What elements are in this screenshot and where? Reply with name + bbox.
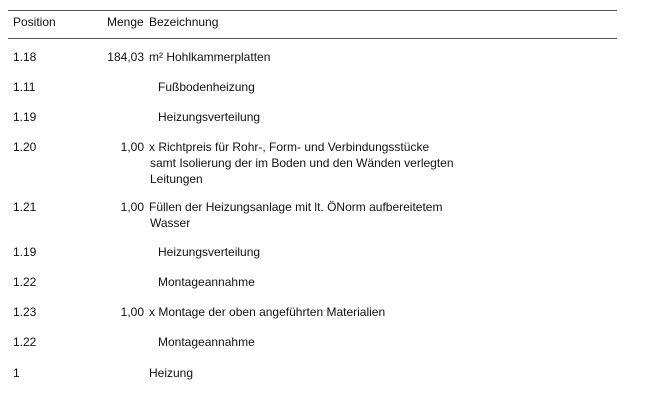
row-menge: 184,03 — [107, 50, 144, 64]
row-menge: 1,00 — [120, 305, 144, 319]
row-position: 1.20 — [13, 140, 37, 154]
row-bezeichnung — [149, 49, 270, 65]
row-menge: 1,00 — [120, 140, 144, 154]
row-position: 1.18 — [13, 50, 37, 64]
header-bottom-rule — [8, 38, 617, 39]
header-top-rule — [8, 10, 617, 11]
row-bezeichnung-line: samt Isolierung der im Boden und den Wänden verlegten — [150, 156, 454, 170]
row-bezeichnung-line: Leitungen — [150, 172, 203, 186]
row-bezeichnung-line: Heizungsverteilung — [158, 245, 261, 259]
row-position: 1.19 — [13, 245, 37, 259]
row-bezeichnung-line: m² Hohlkammerplatten — [149, 50, 271, 64]
row-bezeichnung — [149, 139, 454, 187]
row-bezeichnung-line: Füllen der Heizungsanlage mit lt. ÖNorm aufbereitetem — [149, 200, 443, 214]
row-bezeichnung-line: Heizungsverteilung — [158, 110, 261, 124]
row-menge: 1,00 — [120, 200, 144, 214]
row-bezeichnung — [149, 365, 193, 381]
row-bezeichnung — [158, 79, 255, 95]
row-position: 1.22 — [13, 275, 37, 289]
row-bezeichnung — [158, 244, 260, 260]
row-bezeichnung-line: Fußbodenheizung — [158, 80, 255, 94]
row-bezeichnung-line: Wasser — [150, 216, 191, 230]
column-header-menge: Menge — [107, 15, 144, 29]
column-header-bezeichnung: Bezeichnung — [149, 15, 219, 29]
row-bezeichnung — [158, 109, 260, 125]
row-bezeichnung — [149, 304, 385, 320]
row-bezeichnung — [158, 274, 255, 290]
row-bezeichnung-line: Heizung — [149, 366, 194, 380]
row-position: 1.11 — [13, 80, 36, 94]
row-bezeichnung-line: x Richtpreis für Rohr-, Form- und Verbindungsstücke — [149, 140, 430, 154]
row-bezeichnung — [149, 199, 442, 231]
row-position: 1.19 — [13, 110, 37, 124]
row-position: 1.22 — [13, 335, 37, 349]
row-bezeichnung-line: x Montage der oben angeführten Materialien — [149, 305, 386, 319]
row-position: 1.21 — [13, 200, 37, 214]
row-bezeichnung-line: Montageannahme — [158, 275, 255, 289]
row-bezeichnung-line: Montageannahme — [158, 335, 255, 349]
row-bezeichnung — [158, 334, 255, 350]
row-position: 1.23 — [13, 305, 37, 319]
column-header-position: Position — [13, 15, 56, 29]
row-position: 1 — [13, 366, 20, 380]
